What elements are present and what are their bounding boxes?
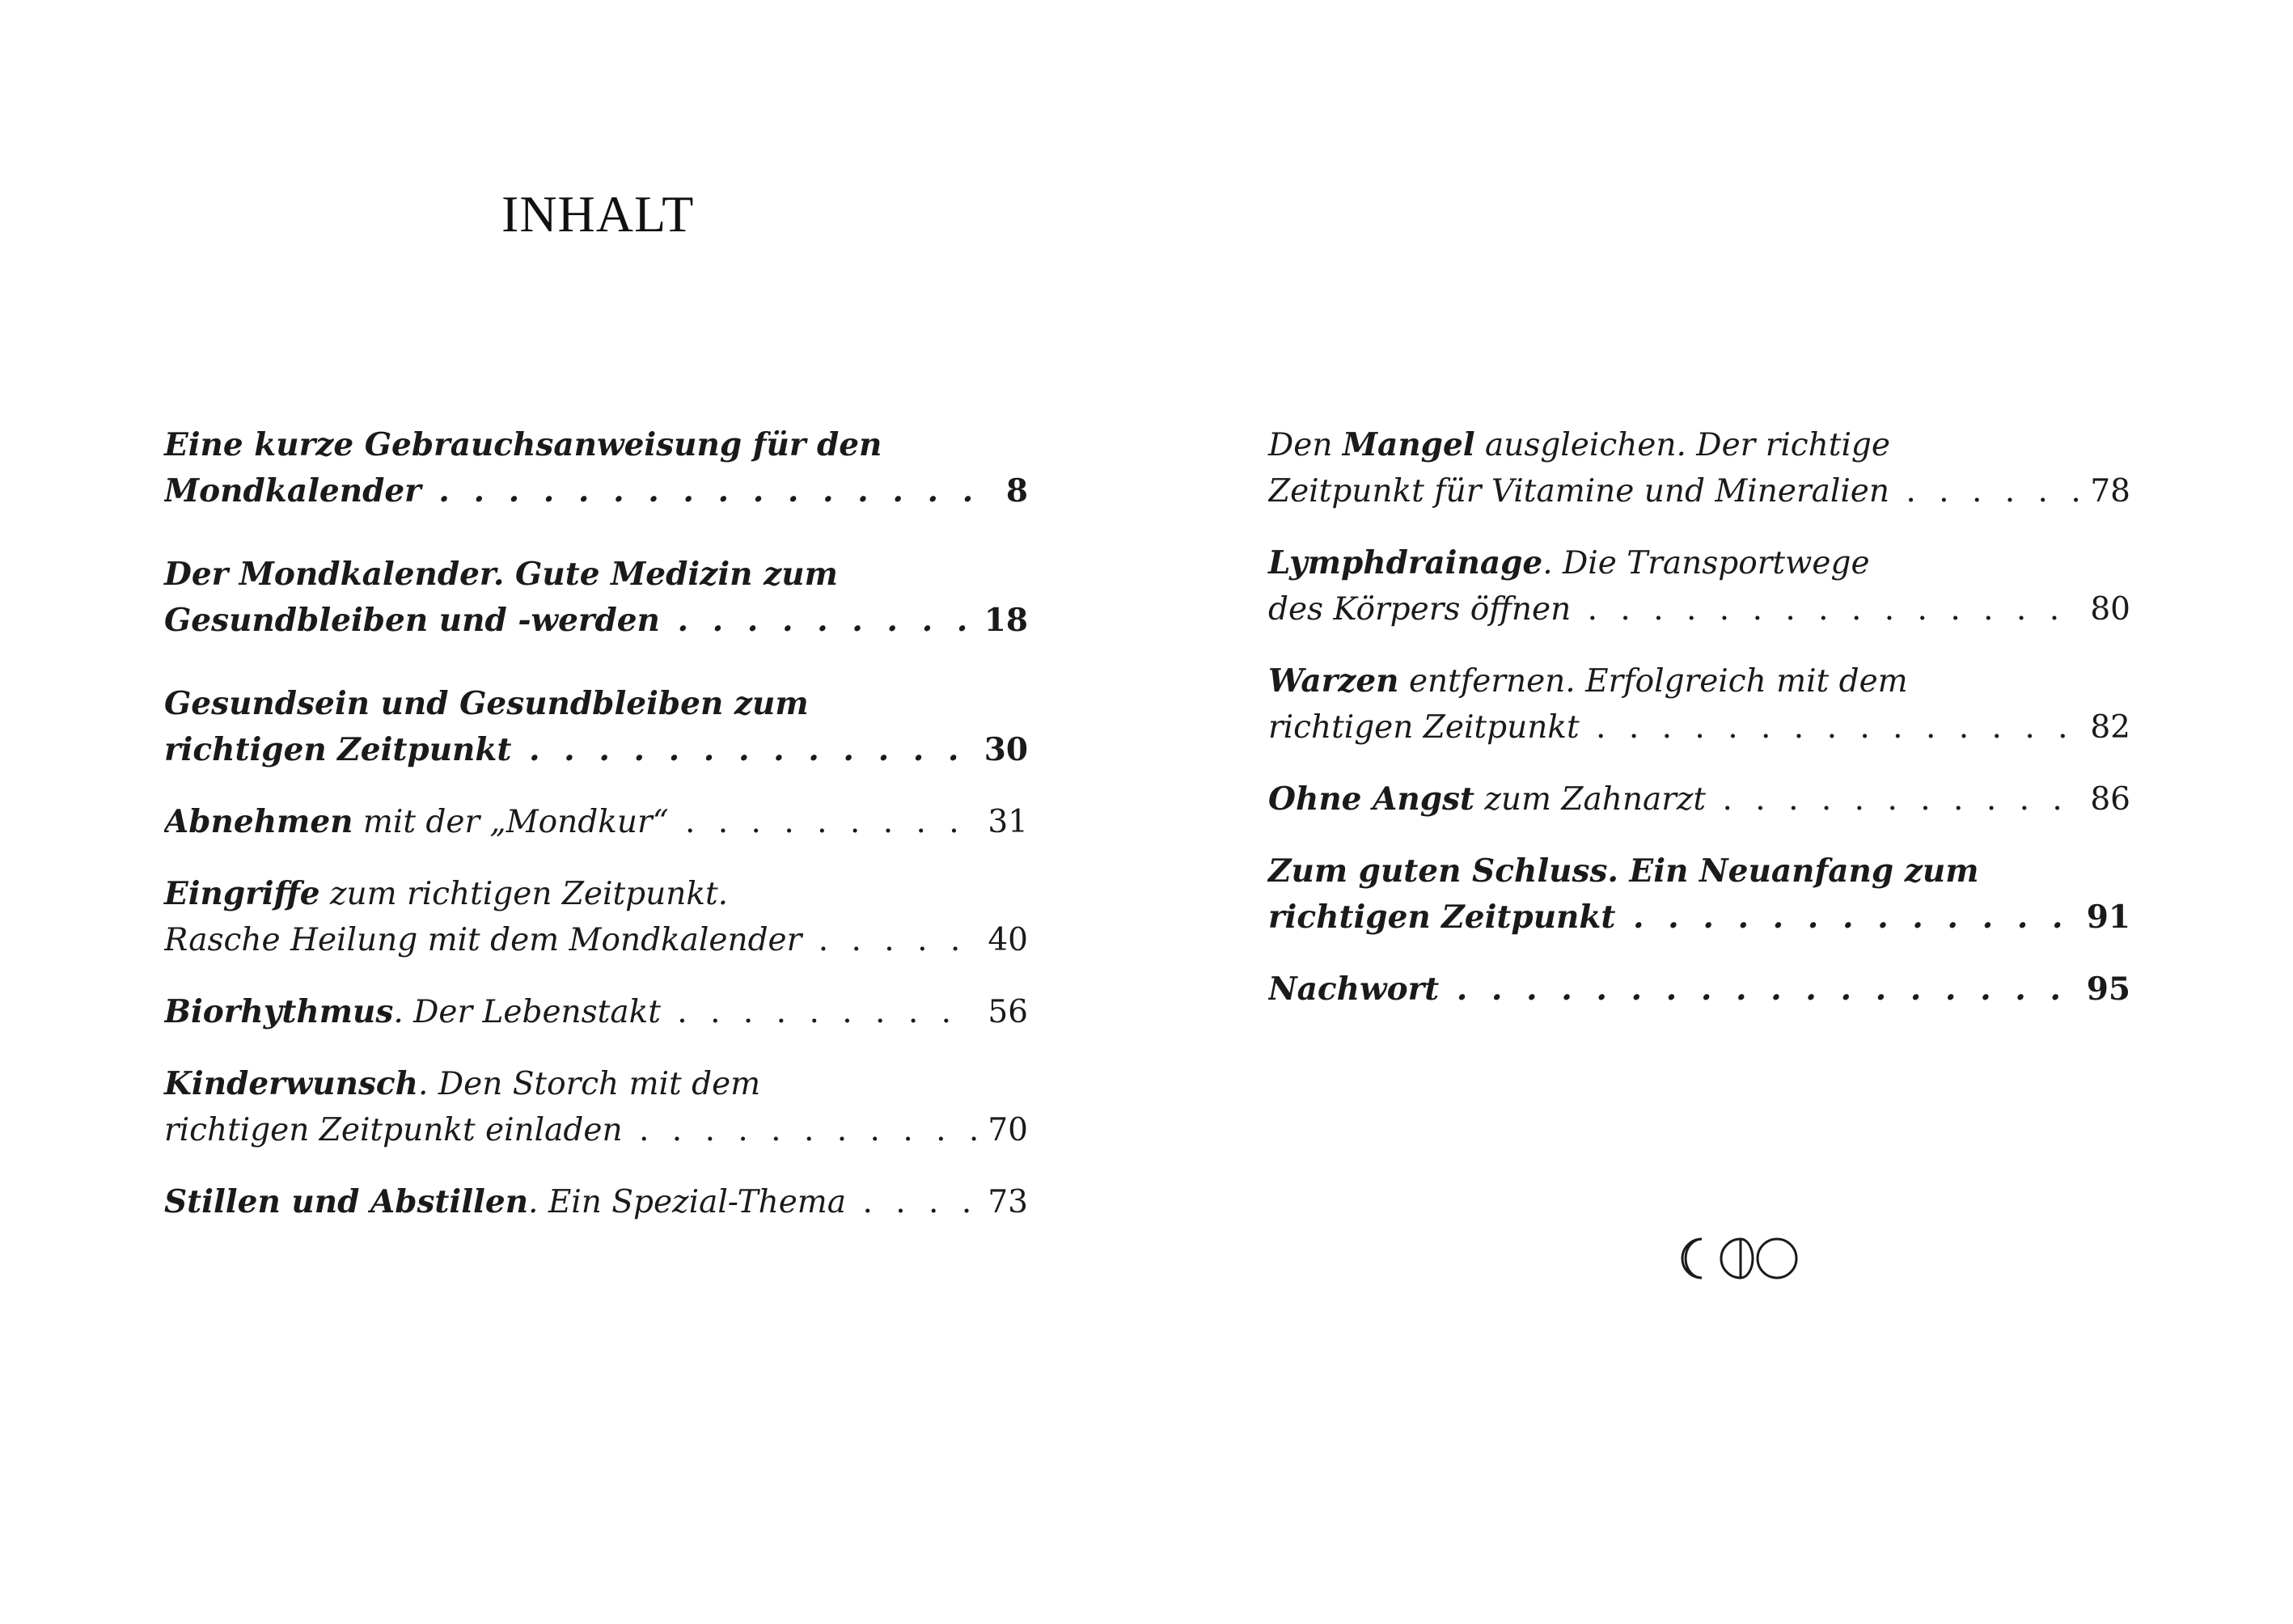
toc-entry-keyword: Eingriffe [164,875,320,912]
toc-entry-subtitle: des Körpers öffnen [1268,591,1572,628]
toc-entry[interactable] [1268,848,2130,941]
toc-page-number: 95 [2086,971,2130,1008]
toc-entry-subtitle: entfernen. Erfolgreich mit dem [1398,663,1908,700]
toc-entry-title [1268,966,2075,1013]
toc-line [1268,966,2130,1013]
toc-entry-title [164,727,973,773]
toc-page-number: 86 [2090,781,2130,818]
toc-entry-keyword: Biorhythmus [164,993,394,1030]
toc-entry-subtitle: . Den Storch mit dem [418,1066,761,1102]
toc-entry-title [1268,586,2079,632]
toc-entry-keyword: Nachwort [1268,971,1440,1008]
toc-entry-title [164,1179,976,1225]
toc-line [164,989,1028,1035]
toc-entry[interactable] [1268,966,2130,1013]
toc-entry-title [164,799,976,845]
toc-line [1268,422,2130,468]
toc-entry[interactable] [164,989,1028,1035]
toc-column-left [164,422,1028,1225]
toc-entry-title [1268,848,1979,894]
toc-entry-title [164,552,838,598]
toc-entry[interactable] [1268,422,2130,514]
toc-entry[interactable] [1268,540,2130,632]
toc-entry[interactable] [164,422,1028,514]
toc-entry[interactable] [164,681,1028,773]
toc-entry[interactable] [164,1179,1028,1225]
toc-entry-keyword: Lymphdrainage [1268,544,1543,582]
toc-line [164,468,1028,514]
toc-entry-keyword: Eine kurze Gebrauchsanweisung für den [164,426,882,463]
toc-entry-title [164,871,728,917]
toc-entry-keyword: Stillen und Abstillen [164,1183,529,1220]
toc-entry-title [1268,422,1890,468]
toc-entry-title [164,598,973,644]
toc-page-number: 8 [1005,472,1028,510]
toc-line [164,598,1028,644]
moon-phases-icon [1677,1234,1799,1286]
toc-entry-keyword: richtigen Zeitpunkt [1268,899,1616,936]
toc-entry-title [164,468,981,514]
toc-page-number: 91 [2086,899,2130,936]
toc-entry-keyword: richtigen Zeitpunkt [164,731,512,768]
toc-page-number: 73 [988,1184,1028,1220]
toc-page-number: 18 [984,602,1028,639]
toc-entry[interactable] [164,552,1028,644]
toc-entry[interactable] [1268,658,2130,751]
toc-page-number: 31 [988,804,1028,840]
toc-entry-title [1268,468,2079,514]
toc-page-number: 40 [988,922,1028,958]
toc-entry[interactable] [164,1061,1028,1153]
toc-entry-subtitle: Rasche Heilung mit dem Mondkalender [164,922,802,958]
toc-line [164,871,1028,917]
toc-line [164,681,1028,727]
toc-column-right [1268,422,2130,1013]
toc-line [164,917,1028,963]
toc-entry-title [1268,540,1870,586]
toc-line [164,1107,1028,1153]
toc-page-number: 78 [2090,473,2130,510]
toc-page-number: 80 [2090,591,2130,628]
toc-line [1268,848,2130,894]
toc-entry-subtitle: Zeitpunkt für Vitamine und Mineralien [1268,473,1889,510]
toc-entry-keyword: Kinderwunsch [164,1065,419,1102]
toc-entry-subtitle: richtigen Zeitpunkt einladen [164,1112,623,1148]
toc-entry-keyword: Ohne Angst [1268,780,1474,818]
toc-line [1268,468,2130,514]
toc-page-number: 56 [988,994,1028,1030]
toc-page-number: 70 [988,1112,1028,1148]
toc-entry-keyword: Warzen [1268,662,1399,700]
toc-entry-prefix: Den [1268,427,1343,463]
toc-entry-subtitle: . Die Transportwege [1542,545,1870,582]
toc-entry-keyword: Mangel [1342,426,1475,463]
toc-entry-subtitle: zum Zahnarzt [1474,781,1707,818]
toc-entry-subtitle: ausgleichen. Der richtige [1474,427,1890,463]
toc-line [164,799,1028,845]
toc-entry-keyword: Zum guten Schluss. Ein Neuanfang zum [1268,852,1979,890]
toc-entry-subtitle: richtigen Zeitpunkt [1268,709,1580,746]
toc-entry-title [164,989,976,1035]
toc-line [1268,776,2130,823]
toc-line [1268,586,2130,632]
toc-entry-subtitle: zum richtigen Zeitpunkt. [319,876,729,912]
toc-entry[interactable] [164,799,1028,845]
toc-entry-title [164,1107,976,1153]
toc-line [1268,658,2130,704]
toc-line [1268,540,2130,586]
toc-entry-keyword: Abnehmen [164,803,353,840]
toc-entry[interactable] [1268,776,2130,823]
page-title: INHALT [501,185,695,243]
toc-entry-title [164,681,809,727]
toc-line [164,1179,1028,1225]
toc-entry-title [164,917,976,963]
toc-entry[interactable] [164,871,1028,963]
toc-entry-keyword: Gesundbleiben und -werden [164,602,660,639]
toc-entry-title [1268,704,2079,751]
toc-page-number: 82 [2090,709,2130,746]
toc-entry-subtitle: mit der „Mondkur“ [353,804,669,840]
toc-entry-keyword: Mondkalender [164,472,421,510]
toc-entry-subtitle: . Ein Spezial-Thema [528,1184,847,1220]
toc-entry-title [1268,776,2079,823]
toc-entry-subtitle: . Der Lebenstakt [393,994,661,1030]
toc-line [1268,704,2130,751]
toc-line [1268,894,2130,941]
toc-line [164,422,1028,468]
toc-entry-keyword: Gesundsein und Gesundbleiben zum [164,685,809,722]
toc-line [164,727,1028,773]
toc-line [164,552,1028,598]
toc-entry-title [164,1061,760,1107]
toc-entry-keyword: Der Mondkalender. Gute Medizin zum [164,556,838,593]
toc-page-number: 30 [984,731,1028,768]
toc-entry-title [1268,658,1908,704]
toc-line [164,1061,1028,1107]
toc-entry-title [164,422,882,468]
toc-entry-title [1268,894,2075,941]
